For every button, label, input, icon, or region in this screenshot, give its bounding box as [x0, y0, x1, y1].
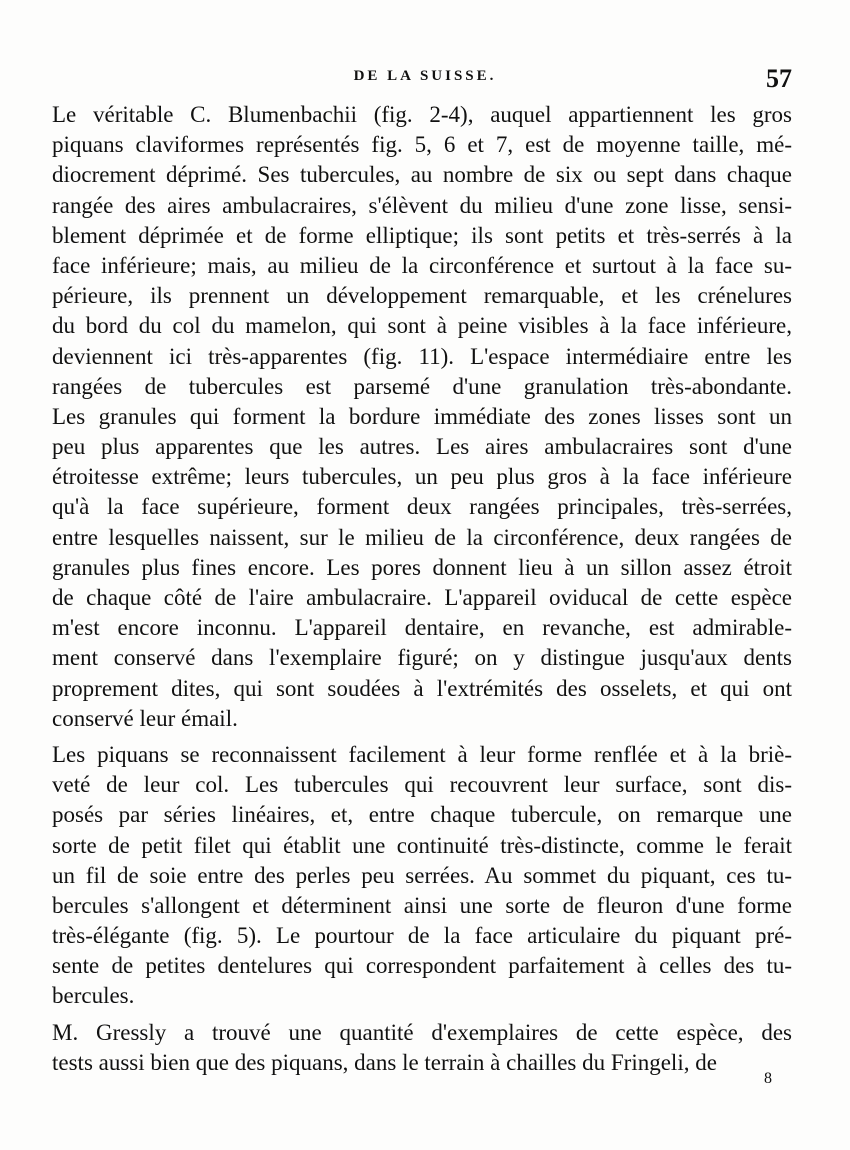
- text-line: piquans claviformes représentés fig. 5, 6 et 7, est de moyenne taille, mé-: [52, 132, 792, 158]
- text-line: conservé leur émail.: [52, 705, 238, 731]
- body-text: [52, 100, 792, 1078]
- text-line: m'est encore inconnu. L'appareil dentaire, en revanche, est admirable-: [52, 615, 792, 641]
- text-line: posés par séries linéaires, et, entre chaque tubercule, on remarque une: [52, 802, 792, 828]
- text-line: sorte de petit filet qui établit une continuité très-distincte, comme le ferait: [52, 832, 792, 858]
- text-line: périeure, ils prennent un développement remarquable, et les crénelures: [52, 283, 792, 309]
- text-line: étroitesse extrême; leurs tubercules, un peu plus gros à la face inférieure: [52, 464, 792, 490]
- paragraph: [52, 100, 792, 734]
- text-line: Le véritable C. Blumenbachii (fig. 2-4), auquel appartiennent les gros: [52, 102, 792, 127]
- running-title: DE LA SUISSE.: [353, 68, 497, 84]
- text-line: entre lesquelles naissent, sur le milieu de la circonférence, deux rangées de: [52, 524, 792, 550]
- text-line: granules plus fines encore. Les pores donnent lieu à un sillon assez étroit: [52, 554, 792, 580]
- running-head: [0, 64, 850, 94]
- text-line: de chaque côté de l'aire ambulacraire. L'appareil oviducal de cette espèce: [52, 585, 792, 610]
- text-line: très-élégante (fig. 5). Le pourtour de la face articulaire du piquant pré-: [52, 923, 792, 949]
- text-line: face inférieure; mais, au milieu de la circonférence et surtout à la face su-: [52, 252, 792, 278]
- paragraph: [52, 740, 792, 1012]
- text-line: bercules.: [52, 983, 135, 1009]
- page-number: 57: [766, 64, 792, 93]
- text-line: Les granules qui forment la bordure immédiate des zones lisses sont un: [52, 403, 792, 429]
- text-line: blement déprimée et de forme elliptique; ils sont petits et très-serrés à la: [52, 222, 792, 248]
- text-line: veté de leur col. Les tubercules qui recouvrent leur surface, sont dis-: [52, 772, 792, 798]
- text-line: rangée des aires ambulacraires, s'élèvent du milieu d'une zone lisse, sensi-: [52, 192, 792, 218]
- signature-mark: 8: [764, 1070, 772, 1087]
- text-line: qu'à la face supérieure, forment deux rangées principales, très-serrées,: [52, 494, 792, 520]
- text-line: bercules s'allongent et déterminent ainsi une sorte de fleuron d'une forme: [52, 892, 792, 918]
- text-line: rangées de tubercules est parsemé d'une granulation très-abondante.: [52, 373, 792, 399]
- text-line: proprement dites, qui sont soudées à l'extrémités des osselets, et qui ont: [52, 675, 792, 701]
- paragraph: [52, 1018, 792, 1078]
- text-line: un fil de soie entre des perles peu serrées. Au sommet du piquant, ces tu-: [52, 862, 792, 888]
- text-line: diocrement déprimé. Ses tubercules, au nombre de six ou sept dans chaque: [52, 162, 792, 188]
- text-line: M. Gressly a trouvé une quantité d'exemplaires de cette espèce, des: [52, 1019, 792, 1045]
- text-line: tests aussi bien que des piquans, dans le terrain à chailles du Fringeli, de: [52, 1049, 717, 1075]
- text-line: peu plus apparentes que les autres. Les aires ambulacraires sont d'une: [52, 434, 792, 460]
- text-line: deviennent ici très-apparentes (fig. 11). L'espace intermédiaire entre les: [52, 343, 792, 369]
- text-line: ment conservé dans l'exemplaire figuré; on y distingue jusqu'aux dents: [52, 645, 792, 671]
- text-line: Les piquans se reconnaissent facilement à leur forme renflée et à la briè-: [52, 741, 792, 767]
- text-line: sente de petites dentelures qui correspondent parfaitement à celles des tu-: [52, 953, 792, 979]
- text-line: du bord du col du mamelon, qui sont à peine visibles à la face inférieure,: [52, 313, 792, 339]
